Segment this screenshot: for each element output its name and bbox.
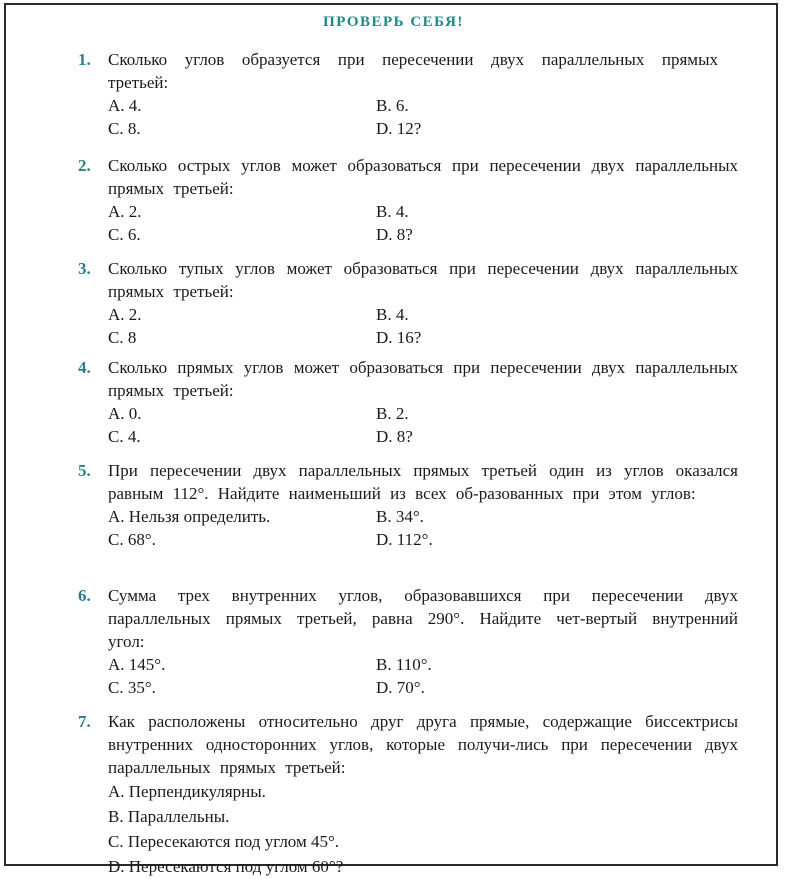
question-text: Сумма трех внутренних углов, образовавшихся при пересечении двух параллельных прямых третьей, равна 290°. Найдите чет-вертый внутренний угол:	[108, 586, 738, 651]
answer-options	[108, 653, 738, 699]
option-a[interactable]: A. 4.	[108, 96, 142, 115]
question-2	[78, 154, 738, 246]
question-number: 6.	[78, 586, 91, 605]
option-d[interactable]: D. 112°.	[376, 530, 433, 549]
option-d[interactable]: D. Пересекаются под углом 60°?	[108, 857, 344, 876]
question-1	[78, 48, 738, 140]
question-number: 3.	[78, 259, 91, 278]
option-b[interactable]: B. 6.	[376, 96, 409, 115]
option-b[interactable]: B. 110°.	[376, 655, 432, 674]
question-text: Сколько острых углов может образоваться при пересечении двух параллельных прямых третьей:	[108, 156, 738, 198]
option-a[interactable]: A. 2.	[108, 202, 142, 221]
option-a[interactable]: A. 145°.	[108, 655, 166, 674]
question-number: 5.	[78, 461, 91, 480]
option-c[interactable]: C. 8.	[108, 119, 141, 138]
option-c[interactable]: C. 8	[108, 328, 137, 347]
option-c[interactable]: C. 35°.	[108, 678, 156, 697]
option-b[interactable]: B. 4.	[376, 305, 409, 324]
question-number: 7.	[78, 712, 91, 731]
option-d[interactable]: D. 8?	[376, 225, 413, 244]
option-c[interactable]: C. Пересекаются под углом 45°.	[108, 832, 340, 851]
question-number: 2.	[78, 156, 91, 175]
option-a[interactable]: A. Перпендикулярны.	[108, 782, 266, 801]
question-text: Сколько тупых углов может образоваться при пересечении двух параллельных прямых третьей:	[108, 259, 738, 301]
option-b[interactable]: B. 4.	[376, 202, 409, 221]
question-number: 1.	[78, 50, 91, 69]
question-text: Как расположены относительно друг друга прямые, содержащие биссектрисы внутренних односторонних углов, которые получи-лись при пересечении двух параллельных прямых третьей:	[108, 712, 738, 777]
question-3	[78, 257, 738, 349]
option-d[interactable]: D. 16?	[376, 328, 422, 347]
question-text: Сколько прямых углов может образоваться при пересечении двух параллельных прямых третьей:	[108, 358, 738, 400]
answer-options	[108, 779, 738, 879]
answer-options	[108, 402, 738, 448]
answer-options	[108, 505, 738, 551]
answer-options	[108, 200, 738, 246]
option-b[interactable]: B. 2.	[376, 404, 409, 423]
question-7	[78, 710, 738, 879]
option-b[interactable]: B. 34°.	[376, 507, 424, 526]
page-heading: ПРОВЕРЬ СЕБЯ!	[323, 14, 464, 30]
option-a[interactable]: A. 0.	[108, 404, 142, 423]
question-text: При пересечении двух параллельных прямых третьей один из углов оказался равным 112°. Найдите наименьший из всех об-разованных при этом углов:	[108, 461, 738, 503]
option-d[interactable]: D. 12?	[376, 119, 422, 138]
option-d[interactable]: D. 8?	[376, 427, 413, 446]
question-4	[78, 356, 738, 448]
question-number: 4.	[78, 358, 91, 377]
answer-options	[108, 94, 738, 140]
option-c[interactable]: C. 4.	[108, 427, 141, 446]
question-6	[78, 584, 738, 699]
question-5	[78, 459, 738, 551]
answer-options	[108, 303, 738, 349]
option-a[interactable]: A. Нельзя определить.	[108, 507, 271, 526]
option-c[interactable]: C. 6.	[108, 225, 141, 244]
option-a[interactable]: A. 2.	[108, 305, 142, 324]
option-b[interactable]: B. Параллельны.	[108, 807, 230, 826]
question-text: Сколько углов образуется при пересечении двух параллельных прямых третьей:	[108, 50, 718, 92]
option-d[interactable]: D. 70°.	[376, 678, 425, 697]
option-c[interactable]: C. 68°.	[108, 530, 156, 549]
